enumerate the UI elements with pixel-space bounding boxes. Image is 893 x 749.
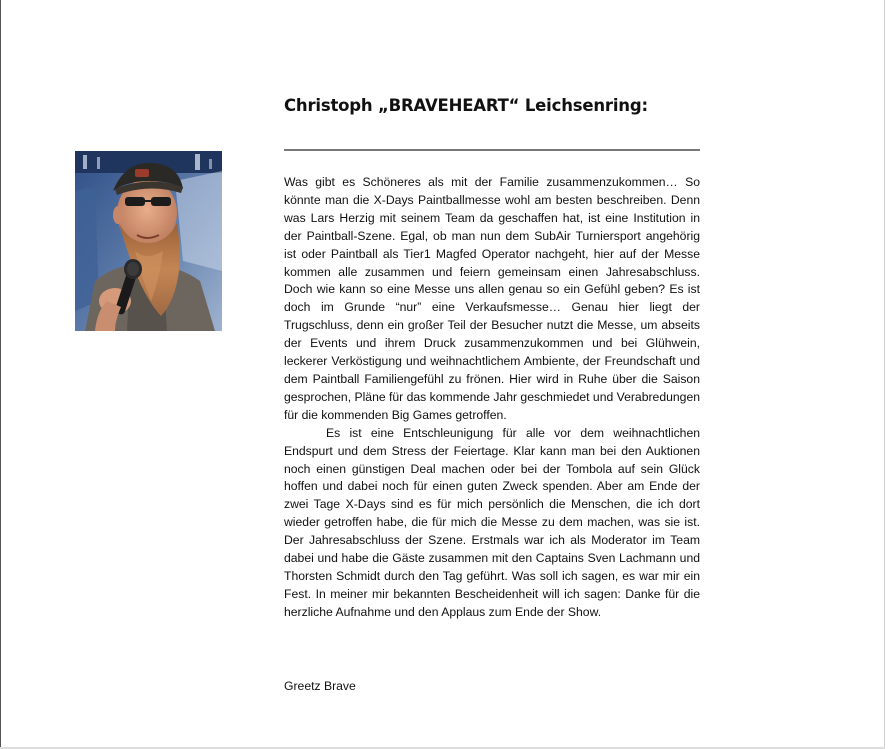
portrait-photo-image xyxy=(75,151,222,331)
portrait-photo xyxy=(75,151,222,331)
page-right-edge xyxy=(884,0,885,749)
article-body xyxy=(284,174,700,622)
page-left-edge xyxy=(0,0,1,749)
article-title: Christoph „BRAVEHEART“ Leichsenring: xyxy=(284,96,648,115)
title-divider xyxy=(284,149,700,151)
signoff: Greetz Brave xyxy=(284,679,356,693)
paragraph-2: Es ist eine Entschleunigung für alle vor dem weihnachtlichen Endspurt und dem Stress der Feiertage. Klar kann man bei den Auktionen noch einen günstigen Deal machen oder bei der Tombola auf sein Glück hoffen und dabei noch für einen guten Zweck spenden. Aber am Ende der zwei Tage X-Days sind es für mich persönlich die Menschen, die ich dort wieder getroffen habe, die für mich die Messe zu dem machen, was sie ist. Der Jahresabschluss der Szene. Erstmals war ich als Moderator im Team dabei und habe die Gäste zusammen mit den Captains Sven Lachmann und Thorsten Schmidt durch den Tag geführt. Was soll ich sagen, es war mir ein Fest. In meiner mir bekannten Bescheidenheit will ich sagen: Danke für die herzliche Aufnahme und den Applaus zum Ende der Show. xyxy=(284,425,700,619)
paragraph-1: Was gibt es Schöneres als mit der Familie zusammenzukommen… So könnte man die X-Days Paintballmesse wohl am besten beschreiben. Denn was Lars Herzig mit seinem Team da geschaffen hat, ist eine Institution in der Paintball-Szene. Egal, ob man nun dem SubAir Turniersport angehörig ist oder Paintball als Tier1 Magfed Operator nachgeht, hier auf der Messe kommen alle zusammen und feiern gemeinsam einen Jahresabschluss. Doch wie kann so eine Messe uns allen genau so ein Gefühl geben? Es ist doch im Grunde “nur” eine Verkaufsmesse… Genau hier liegt der Trugschluss, denn ein großer Teil der Besucher nutzt die Messe, um abseits der Events und ihrem Druck zusammenzukommen und bei Glühwein, leckerer Verköstigung und weihnachtlichem Ambiente, der Freundschaft und dem Paintball Familiengefühl zu frönen. Hier wird in Ruhe über die Saison gesprochen, Pläne für das kommende Jahr geschmiedet und Verabredungen für die kommenden Big Games getroffen. xyxy=(284,175,700,422)
